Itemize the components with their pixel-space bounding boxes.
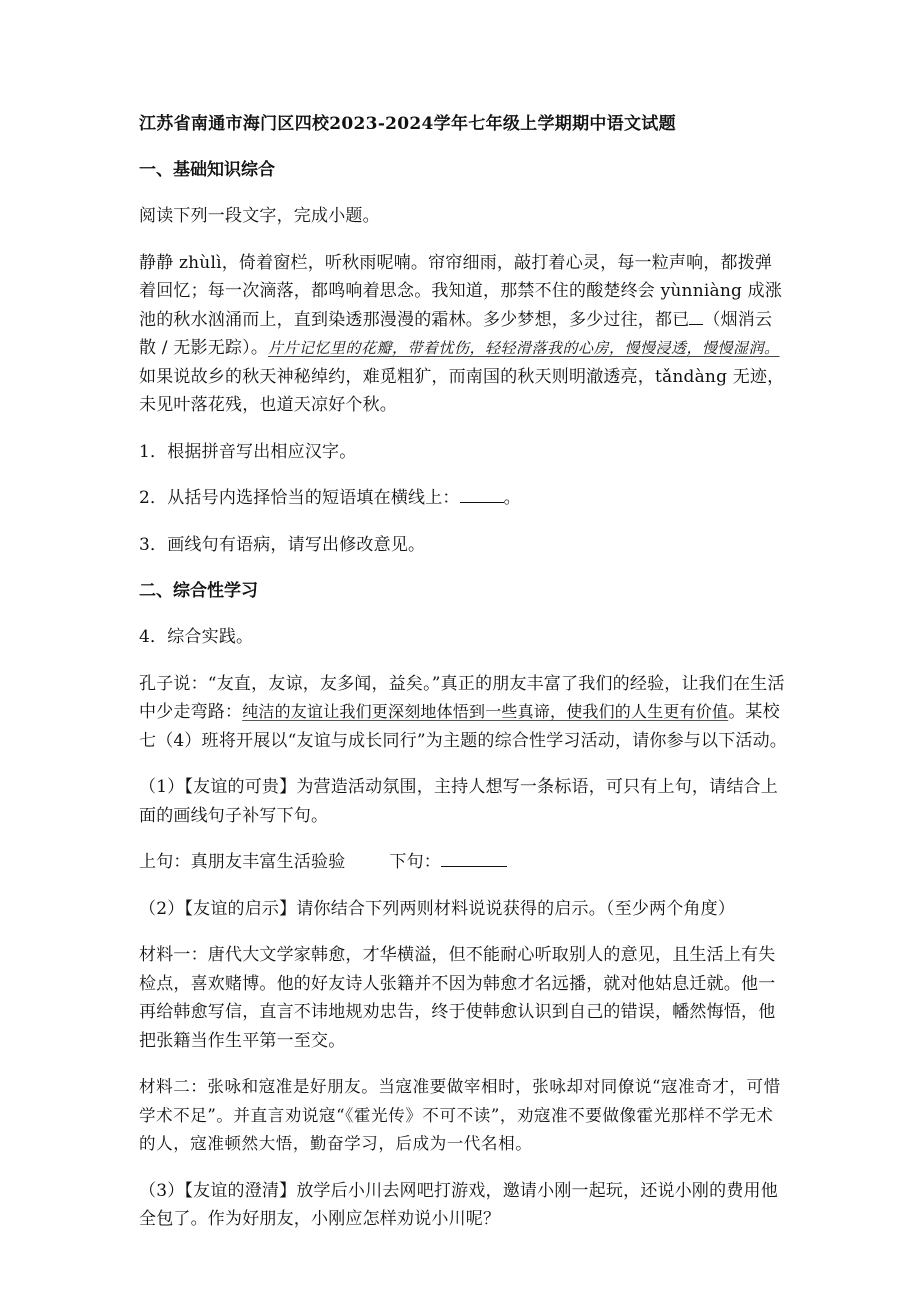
- question-2-text: 从括号内选择恰当的短语填在横线上：: [167, 488, 460, 508]
- section-2-intro: [139, 670, 789, 756]
- fill-blank-passage[interactable]: [689, 308, 703, 325]
- question-4: 4．综合实践。: [139, 627, 254, 647]
- question-2-number: 2．: [139, 488, 168, 508]
- question-2: [139, 484, 789, 513]
- intro-part-2: 。某校七（4）班将开展以“友谊与成长同行”为主题的综合性学习活动，请你参与以下活动。: [139, 702, 787, 751]
- underlined-sentence-passage: 片片记忆里的花瓣，带着忧伤，轻轻滑落我的心房，慢慢浸透，慢慢湿润。: [268, 339, 780, 357]
- reading-passage: [139, 249, 789, 420]
- intro-part-1: 孔子说：“友直，友谅，友多闻，益矣。”真正的朋友丰富了我们的经验，让我们在生活中少走弯路：: [139, 673, 785, 722]
- sub-question-2: （2）【友谊的启示】请你结合下列两则材料说说获得的启示。（至少两个角度）: [139, 898, 736, 919]
- passage-part-3: 如果说故乡的秋天神秘绰约，难觅粗犷，而南国的秋天则明澈透亮，tǎndàng 无迹，未见叶落花残，也道天凉好个秋。: [139, 366, 785, 415]
- question-1: [139, 438, 789, 467]
- question-3-number: 3．: [139, 534, 168, 555]
- question-3: [139, 531, 789, 560]
- section-1-heading: 一、基础知识综合: [139, 160, 275, 180]
- material-2: 材料二：张咏和寇准是好朋友。当寇准要做宰相时，张咏却对同僚说“寇准奇才，可惜学术不足”。并直言劝说寇“《霍光传》不可不读”，劝寇准不要做像霍光那样不学无术的人，寇准顿然大悟，勤奋学习，后成为一代名相。: [139, 1077, 781, 1153]
- answer-blank-lower-sentence[interactable]: [441, 850, 507, 867]
- sub-question-1: （1）【友谊的可贵】为营造活动氛围，主持人想写一条标语，可只有上句，请结合上面的画线句子补写下句。: [139, 777, 778, 826]
- upper-sentence-label: 上句：真朋友丰富生活验验: [139, 852, 346, 872]
- slogan-line: [139, 848, 789, 877]
- question-1-text: 根据拼音写出相应汉字。: [167, 441, 357, 462]
- question-1-number: 1．: [139, 441, 168, 462]
- section-1-instruction: 阅读下列一段文字，完成小题。: [139, 206, 380, 226]
- exam-document: [139, 110, 789, 1234]
- answer-blank-question-2[interactable]: [460, 486, 504, 503]
- document-title: 江苏省南通市海门区四校2023-2024学年七年级上学期期中语文试题: [139, 114, 676, 134]
- question-3-text: 画线句有语病，请写出修改意见。: [167, 534, 426, 555]
- lower-sentence-label: 下句：: [389, 852, 442, 872]
- question-2-suffix: 。: [503, 488, 521, 508]
- underlined-sentence-intro: 纯洁的友谊让我们更深刻地体悟到一些真谛，使我们的人生更有价值: [242, 702, 729, 721]
- passage-part-2: （烟消云散 / 无影无踪）。: [139, 309, 773, 358]
- sub-question-3: （3）【友谊的澄清】放学后小川去网吧打游戏，邀请小刚一起玩，还说小刚的费用他全包了。作为好朋友，小刚应怎样劝说小川呢？: [139, 1180, 778, 1229]
- material-1: 材料一：唐代大文学家韩愈，才华横溢，但不能耐心听取别人的意见，且生活上有失检点，喜欢赌博。他的好友诗人张籍并不因为韩愈才名远播，就对他姑息迁就。他一再给韩愈写信，直言不讳地规劝忠告，终于使韩愈认识到自己的错误，幡然悔悟，他把张籍当作生平第一至交。: [139, 945, 776, 1051]
- passage-part-1: 静静 zhùlì，倚着窗栏，听秋雨呢喃。帘帘细雨，敲打着心灵，每一粒声响，都拨弹着回忆；每一次滴落，都鸣响着思念。我知道，那禁不住的酸楚终会 yùnniàng 成涨池的秋水汹涌而上，直到染透那漫漫的霜林。多少梦想，多少过往，都已: [139, 252, 783, 330]
- section-2-heading: 二、综合性学习: [139, 581, 258, 601]
